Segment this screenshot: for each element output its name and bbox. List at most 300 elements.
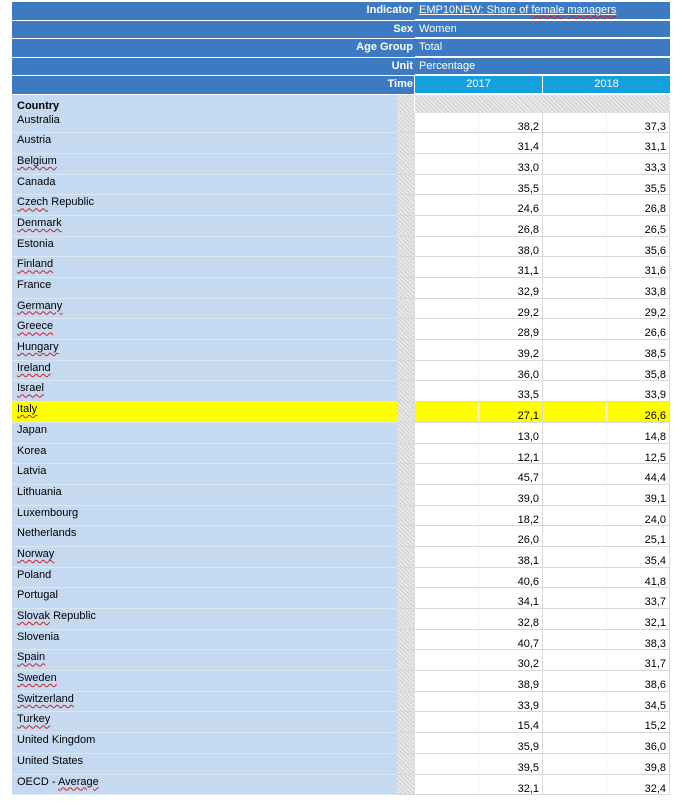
cell-divider bbox=[478, 216, 479, 236]
spellcheck-word: Finland bbox=[17, 258, 54, 271]
value-text: 39,2 bbox=[517, 348, 539, 361]
value-text: 26,5 bbox=[644, 223, 666, 236]
value-text: 35,6 bbox=[644, 244, 666, 257]
cell-divider bbox=[478, 113, 479, 133]
unit-row bbox=[12, 58, 670, 77]
value-text: 24,6 bbox=[517, 203, 539, 216]
time-row bbox=[12, 76, 670, 95]
cell-divider bbox=[478, 299, 479, 319]
column-header-2018[interactable]: 2018 bbox=[542, 76, 670, 94]
value-text: 24,0 bbox=[644, 513, 666, 526]
cell-divider bbox=[478, 423, 479, 443]
country-name[interactable] bbox=[12, 340, 397, 361]
country-name[interactable] bbox=[12, 547, 397, 568]
country-name[interactable] bbox=[12, 154, 397, 175]
row-spacer bbox=[397, 444, 414, 465]
cell-divider bbox=[478, 630, 479, 650]
table-row[interactable] bbox=[12, 506, 670, 527]
cell-divider bbox=[606, 609, 607, 629]
value-cell-2018 bbox=[542, 402, 670, 423]
cell-divider bbox=[606, 175, 607, 195]
country-name[interactable] bbox=[12, 361, 397, 382]
table-row[interactable] bbox=[12, 630, 670, 651]
value-cell-2018 bbox=[542, 692, 670, 713]
indicator-link[interactable]: EMP10NEW: Share of female managers bbox=[419, 4, 617, 16]
value-text: 41,8 bbox=[644, 575, 666, 588]
value-text: 13,0 bbox=[517, 430, 539, 443]
value-cell-2018 bbox=[542, 650, 670, 671]
value-cell-2017 bbox=[414, 464, 542, 485]
table-row[interactable] bbox=[12, 361, 670, 382]
cell-divider bbox=[478, 506, 479, 526]
value-text: 31,1 bbox=[517, 265, 539, 278]
table-row[interactable] bbox=[12, 547, 670, 568]
country-name[interactable]: Austria bbox=[12, 133, 397, 154]
country-name[interactable] bbox=[12, 650, 397, 671]
cell-divider bbox=[606, 485, 607, 505]
value-cell-2018 bbox=[542, 671, 670, 692]
cell-divider bbox=[478, 733, 479, 753]
row-spacer bbox=[397, 216, 414, 237]
cell-divider bbox=[478, 485, 479, 505]
value-text: 31,1 bbox=[644, 141, 666, 154]
spellcheck-word: Norway bbox=[17, 547, 55, 560]
value-cell-2018 bbox=[542, 754, 670, 775]
cell-divider bbox=[606, 319, 607, 339]
table-row[interactable] bbox=[12, 133, 670, 154]
value-text: 32,1 bbox=[644, 617, 666, 629]
value-text: 28,9 bbox=[517, 327, 539, 340]
value-cell-2017 bbox=[414, 692, 542, 713]
spellcheck-word: Italy bbox=[17, 403, 38, 416]
value-cell-2017 bbox=[414, 381, 542, 402]
value-cell-2018 bbox=[542, 361, 670, 382]
value-text: 31,6 bbox=[644, 265, 666, 278]
cell-divider bbox=[478, 754, 479, 774]
time-label: Time bbox=[12, 76, 417, 95]
cell-divider bbox=[606, 568, 607, 588]
value-text: 39,1 bbox=[644, 492, 666, 505]
value-cell-2018 bbox=[542, 547, 670, 568]
spellcheck-word: female bbox=[531, 4, 565, 16]
value-cell-2017 bbox=[414, 154, 542, 175]
country-name[interactable] bbox=[12, 319, 397, 340]
country-name[interactable]: Portugal bbox=[12, 588, 397, 609]
value-text: 30,2 bbox=[517, 658, 539, 671]
value-text: 44,4 bbox=[644, 472, 666, 485]
country-name[interactable] bbox=[12, 692, 397, 713]
value-text: 39,0 bbox=[517, 492, 539, 505]
value-cell-2017 bbox=[414, 175, 542, 196]
cell-divider bbox=[606, 237, 607, 257]
table-row[interactable] bbox=[12, 237, 670, 258]
value-cell-2018 bbox=[542, 154, 670, 175]
cell-divider bbox=[606, 526, 607, 546]
header-spacer bbox=[397, 95, 414, 113]
cell-divider bbox=[478, 154, 479, 174]
row-spacer bbox=[397, 113, 414, 134]
value-cell-2017 bbox=[414, 547, 542, 568]
value-cell-2018 bbox=[542, 464, 670, 485]
value-text: 38,9 bbox=[517, 679, 539, 692]
table-body bbox=[12, 113, 670, 796]
value-cell-2018 bbox=[542, 195, 670, 216]
value-text: 36,0 bbox=[644, 741, 666, 754]
table-row[interactable] bbox=[12, 692, 670, 713]
cell-divider bbox=[606, 464, 607, 484]
value-cell-2017 bbox=[414, 340, 542, 361]
value-cell-2018 bbox=[542, 775, 670, 796]
value-cell-2017 bbox=[414, 299, 542, 320]
row-spacer bbox=[397, 609, 414, 630]
table-row[interactable] bbox=[12, 733, 670, 754]
country-name[interactable]: Lithuania bbox=[12, 485, 397, 506]
table-row[interactable] bbox=[12, 568, 670, 589]
value-cell-2017 bbox=[414, 506, 542, 527]
age-group-label: Age Group bbox=[12, 39, 417, 58]
sex-label: Sex bbox=[12, 21, 417, 40]
country-name[interactable]: United States bbox=[12, 754, 397, 775]
value-text: 27,1 bbox=[517, 410, 539, 423]
value-cell-2017 bbox=[414, 237, 542, 258]
value-cell-2018 bbox=[542, 381, 670, 402]
spellcheck-word: Turkey bbox=[17, 713, 51, 726]
value-cell-2017 bbox=[414, 733, 542, 754]
row-spacer bbox=[397, 423, 414, 444]
value-cell-2017 bbox=[414, 526, 542, 547]
data-table bbox=[12, 2, 670, 795]
spellcheck-word: managers bbox=[567, 4, 617, 16]
spellcheck-word: Greece bbox=[17, 320, 54, 333]
spellcheck-word: Ireland bbox=[17, 361, 51, 374]
spellcheck-word: Israel bbox=[17, 382, 44, 395]
unit-label: Unit bbox=[12, 58, 417, 77]
spellcheck-word: Average bbox=[57, 775, 99, 788]
value-text: 29,2 bbox=[517, 306, 539, 319]
indicator-row bbox=[12, 2, 670, 21]
value-cell-2018 bbox=[542, 216, 670, 237]
cell-divider bbox=[606, 775, 607, 795]
cell-divider bbox=[606, 671, 607, 691]
cell-divider bbox=[606, 133, 607, 153]
row-spacer bbox=[397, 568, 414, 589]
country-name[interactable] bbox=[12, 712, 397, 733]
header-spacer-values bbox=[414, 95, 670, 113]
spellcheck-word: Hungary bbox=[17, 341, 59, 354]
cell-divider bbox=[606, 712, 607, 732]
table-row[interactable] bbox=[12, 775, 670, 796]
cell-divider bbox=[606, 547, 607, 567]
value-cell-2017 bbox=[414, 361, 542, 382]
row-spacer bbox=[397, 319, 414, 340]
value-text: 33,0 bbox=[517, 161, 539, 174]
cell-divider bbox=[478, 195, 479, 215]
cell-divider bbox=[478, 381, 479, 401]
value-cell-2017 bbox=[414, 257, 542, 278]
cell-divider bbox=[606, 340, 607, 360]
row-spacer bbox=[397, 692, 414, 713]
value-text: 38,0 bbox=[517, 244, 539, 257]
value-cell-2018 bbox=[542, 423, 670, 444]
table-row[interactable] bbox=[12, 754, 670, 775]
country-name[interactable] bbox=[12, 257, 397, 278]
value-text: 31,4 bbox=[517, 141, 539, 154]
country-name[interactable]: Luxembourg bbox=[12, 506, 397, 527]
value-cell-2018 bbox=[542, 733, 670, 754]
country-name[interactable]: Czech Republic bbox=[12, 195, 397, 216]
cell-divider bbox=[478, 361, 479, 381]
value-text: 32,8 bbox=[517, 617, 539, 629]
row-spacer bbox=[397, 671, 414, 692]
value-text: 26,8 bbox=[644, 203, 666, 216]
table-row[interactable] bbox=[12, 299, 670, 320]
table-row[interactable] bbox=[12, 402, 670, 423]
value-text: 35,4 bbox=[644, 554, 666, 567]
value-text: 12,5 bbox=[644, 451, 666, 464]
row-spacer bbox=[397, 464, 414, 485]
value-cell-2017 bbox=[414, 671, 542, 692]
country-name[interactable] bbox=[12, 381, 397, 402]
table-row[interactable] bbox=[12, 113, 670, 134]
table-row[interactable] bbox=[12, 195, 670, 216]
country-name[interactable]: OECD - Average bbox=[12, 775, 397, 796]
row-spacer bbox=[397, 299, 414, 320]
cell-divider bbox=[606, 754, 607, 774]
value-text: 32,9 bbox=[517, 286, 539, 298]
table-row[interactable] bbox=[12, 257, 670, 278]
age-group-value: Total bbox=[415, 39, 670, 57]
cell-divider bbox=[606, 650, 607, 670]
spellcheck-word: Sweden bbox=[17, 672, 57, 685]
value-cell-2017 bbox=[414, 278, 542, 299]
spellcheck-word: Denmark bbox=[17, 216, 62, 229]
value-cell-2018 bbox=[542, 588, 670, 609]
country-header-row bbox=[12, 95, 670, 113]
row-spacer bbox=[397, 547, 414, 568]
value-text: 33,9 bbox=[644, 389, 666, 402]
value-text: 26,6 bbox=[644, 410, 666, 423]
value-text: 35,9 bbox=[517, 741, 539, 754]
cell-divider bbox=[606, 257, 607, 277]
value-text: 18,2 bbox=[517, 513, 539, 526]
country-name[interactable]: Canada bbox=[12, 175, 397, 196]
cell-divider bbox=[478, 775, 479, 795]
value-cell-2017 bbox=[414, 650, 542, 671]
value-text: 26,6 bbox=[644, 327, 666, 340]
table-row[interactable] bbox=[12, 671, 670, 692]
value-cell-2017 bbox=[414, 588, 542, 609]
country-name[interactable]: Estonia bbox=[12, 237, 397, 258]
cell-divider bbox=[606, 361, 607, 381]
value-cell-2017 bbox=[414, 423, 542, 444]
cell-divider bbox=[606, 195, 607, 215]
value-cell-2018 bbox=[542, 257, 670, 278]
country-name[interactable]: Korea bbox=[12, 444, 397, 465]
row-spacer bbox=[397, 154, 414, 175]
value-cell-2017 bbox=[414, 568, 542, 589]
value-text: 14,8 bbox=[644, 430, 666, 443]
row-spacer bbox=[397, 175, 414, 196]
value-text: 40,7 bbox=[517, 637, 539, 650]
value-cell-2017 bbox=[414, 319, 542, 340]
cell-divider bbox=[478, 671, 479, 691]
table-row[interactable] bbox=[12, 319, 670, 340]
age-group-row bbox=[12, 39, 670, 58]
value-text: 38,1 bbox=[517, 554, 539, 567]
cell-divider bbox=[478, 133, 479, 153]
country-name[interactable]: Slovenia bbox=[12, 630, 397, 651]
value-text: 38,3 bbox=[644, 637, 666, 650]
value-text: 33,5 bbox=[517, 389, 539, 402]
country-name[interactable]: Slovak Republic bbox=[12, 609, 397, 630]
country-name[interactable] bbox=[12, 299, 397, 320]
row-spacer bbox=[397, 381, 414, 402]
table-row[interactable] bbox=[12, 423, 670, 444]
spellcheck-word: Slovak bbox=[17, 610, 51, 622]
table-row[interactable] bbox=[12, 712, 670, 733]
row-spacer bbox=[397, 630, 414, 651]
value-text: 37,3 bbox=[644, 120, 666, 133]
value-cell-2018 bbox=[542, 133, 670, 154]
value-text: 26,8 bbox=[517, 223, 539, 236]
value-text: 33,8 bbox=[644, 286, 666, 298]
row-spacer bbox=[397, 340, 414, 361]
cell-divider bbox=[606, 630, 607, 650]
cell-divider bbox=[478, 650, 479, 670]
value-text: 39,5 bbox=[517, 761, 539, 774]
country-name[interactable]: Poland bbox=[12, 568, 397, 589]
table-row[interactable] bbox=[12, 464, 670, 485]
value-text: 29,2 bbox=[644, 306, 666, 319]
country-name[interactable]: France bbox=[12, 278, 397, 299]
cell-divider bbox=[606, 444, 607, 464]
cell-divider bbox=[606, 216, 607, 236]
row-spacer bbox=[397, 485, 414, 506]
table-row[interactable] bbox=[12, 526, 670, 547]
cell-divider bbox=[606, 588, 607, 608]
cell-divider bbox=[606, 402, 607, 422]
value-cell-2018 bbox=[542, 506, 670, 527]
cell-divider bbox=[478, 237, 479, 257]
table-row[interactable] bbox=[12, 216, 670, 237]
cell-divider bbox=[478, 257, 479, 277]
row-spacer bbox=[397, 650, 414, 671]
spellcheck-word: Spain bbox=[17, 651, 46, 664]
table-row[interactable] bbox=[12, 485, 670, 506]
country-name[interactable]: Netherlands bbox=[12, 526, 397, 547]
cell-divider bbox=[478, 588, 479, 608]
unit-value: Percentage bbox=[415, 58, 670, 76]
cell-divider bbox=[606, 506, 607, 526]
table-row[interactable] bbox=[12, 175, 670, 196]
value-text: 31,7 bbox=[644, 658, 666, 671]
row-spacer bbox=[397, 733, 414, 754]
cell-divider bbox=[606, 299, 607, 319]
value-text: 33,9 bbox=[517, 699, 539, 712]
value-text: 38,6 bbox=[644, 679, 666, 692]
table-row[interactable] bbox=[12, 278, 670, 299]
spellcheck-word: Czech bbox=[17, 196, 49, 209]
value-cell-2017 bbox=[414, 113, 542, 134]
table-row[interactable] bbox=[12, 609, 670, 630]
value-text: 34,5 bbox=[644, 699, 666, 712]
country-name[interactable]: United Kingdom bbox=[12, 733, 397, 754]
row-spacer bbox=[397, 278, 414, 299]
country-header: Country bbox=[12, 95, 397, 113]
value-cell-2018 bbox=[542, 485, 670, 506]
value-cell-2018 bbox=[542, 113, 670, 134]
row-spacer bbox=[397, 402, 414, 423]
value-cell-2017 bbox=[414, 485, 542, 506]
table-row[interactable] bbox=[12, 340, 670, 361]
country-name[interactable] bbox=[12, 671, 397, 692]
cell-divider bbox=[606, 692, 607, 712]
country-name[interactable] bbox=[12, 216, 397, 237]
sex-value: Women bbox=[415, 21, 670, 39]
cell-divider bbox=[606, 154, 607, 174]
indicator-value[interactable] bbox=[415, 2, 670, 20]
row-spacer bbox=[397, 588, 414, 609]
value-text: 25,1 bbox=[644, 534, 666, 547]
row-spacer bbox=[397, 775, 414, 796]
value-cell-2018 bbox=[542, 568, 670, 589]
table-row[interactable] bbox=[12, 381, 670, 402]
value-text: 15,4 bbox=[517, 720, 539, 733]
value-text: 45,7 bbox=[517, 472, 539, 485]
cell-divider bbox=[478, 547, 479, 567]
spellcheck-word: Switzerland bbox=[17, 692, 74, 705]
cell-divider bbox=[606, 381, 607, 401]
value-cell-2018 bbox=[542, 340, 670, 361]
cell-divider bbox=[478, 609, 479, 629]
value-text: 15,2 bbox=[644, 720, 666, 733]
value-cell-2018 bbox=[542, 175, 670, 196]
country-name[interactable] bbox=[12, 402, 397, 423]
value-cell-2017 bbox=[414, 195, 542, 216]
value-cell-2018 bbox=[542, 237, 670, 258]
spellcheck-word: Germany bbox=[17, 299, 63, 312]
value-cell-2017 bbox=[414, 402, 542, 423]
cell-divider bbox=[606, 278, 607, 298]
table-row[interactable] bbox=[12, 650, 670, 671]
row-spacer bbox=[397, 237, 414, 258]
table-row[interactable] bbox=[12, 444, 670, 465]
cell-divider bbox=[478, 175, 479, 195]
row-spacer bbox=[397, 754, 414, 775]
value-cell-2018 bbox=[542, 526, 670, 547]
row-spacer bbox=[397, 133, 414, 154]
table-row[interactable] bbox=[12, 588, 670, 609]
row-spacer bbox=[397, 361, 414, 382]
value-cell-2018 bbox=[542, 630, 670, 651]
cell-divider bbox=[478, 402, 479, 422]
table-row[interactable] bbox=[12, 154, 670, 175]
country-name[interactable]: Australia bbox=[12, 113, 397, 134]
country-name[interactable]: Latvia bbox=[12, 464, 397, 485]
cell-divider bbox=[478, 712, 479, 732]
value-text: 36,0 bbox=[517, 368, 539, 381]
spellcheck-word: Belgium bbox=[17, 154, 57, 167]
column-header-2017[interactable]: 2017 bbox=[414, 76, 542, 94]
value-text: 35,5 bbox=[644, 182, 666, 195]
country-name[interactable]: Japan bbox=[12, 423, 397, 444]
row-spacer bbox=[397, 506, 414, 527]
row-spacer bbox=[397, 195, 414, 216]
value-cell-2018 bbox=[542, 299, 670, 320]
cell-divider bbox=[606, 733, 607, 753]
value-text: 33,3 bbox=[644, 161, 666, 174]
row-spacer bbox=[397, 712, 414, 733]
